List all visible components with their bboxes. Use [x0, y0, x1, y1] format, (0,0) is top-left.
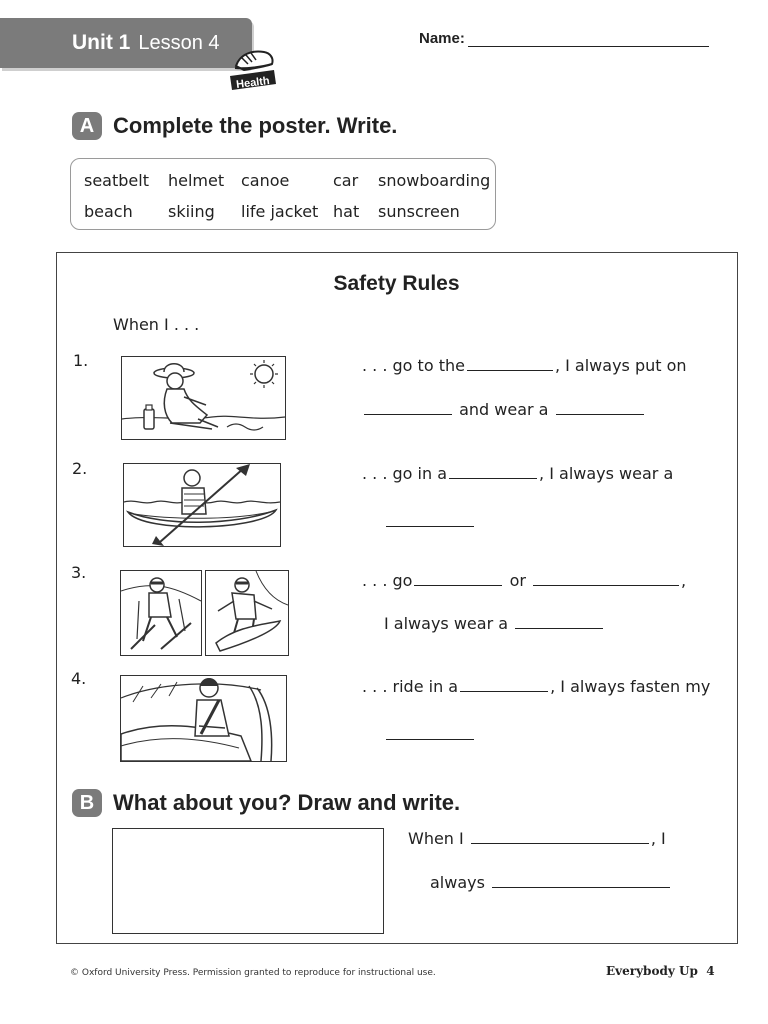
word-bank-word: sunscreen	[378, 202, 460, 221]
name-label: Name:	[419, 30, 465, 47]
word-bank-word: canoe	[241, 171, 290, 190]
copyright-notice: © Oxford University Press. Permission granted to reproduce for instructional use.	[70, 968, 436, 978]
item-3-line-1: . . . go or ,	[362, 571, 687, 590]
word-bank-word: hat	[333, 202, 360, 221]
answer-blank[interactable]	[364, 413, 452, 415]
answer-blank[interactable]	[556, 413, 644, 415]
answer-blank[interactable]	[386, 738, 474, 740]
name-field[interactable]	[468, 46, 709, 47]
section-b-title: What about you? Draw and write.	[113, 790, 461, 815]
item-number: 3.	[71, 563, 87, 582]
word-bank-word: life jacket	[241, 202, 319, 221]
book-footer	[606, 964, 715, 978]
item-4-line-2	[384, 725, 476, 744]
answer-blank[interactable]	[460, 690, 548, 692]
snowboarding-illustration	[205, 570, 289, 656]
item-3-line-2: I always wear a	[384, 614, 605, 633]
word-bank-word: seatbelt	[84, 171, 149, 190]
beach-girl-sunscreen-illustration	[121, 356, 286, 440]
word-bank-word: snowboarding	[378, 171, 491, 190]
item-2-line-1: . . . go in a , I always wear a	[362, 464, 674, 483]
answer-blank[interactable]	[449, 477, 537, 479]
answer-blank[interactable]	[414, 584, 502, 586]
word-bank-word: car	[333, 171, 359, 190]
health-badge-text: Health	[235, 75, 271, 92]
answer-blank[interactable]	[386, 525, 474, 527]
lesson-label: Lesson 4	[138, 32, 220, 54]
answer-blank[interactable]	[533, 584, 679, 586]
item-number: 2.	[72, 459, 88, 478]
item-2-line-2	[384, 512, 476, 531]
answer-blank[interactable]	[467, 369, 553, 371]
poster-intro: When I . . .	[113, 315, 200, 334]
word-bank-word: beach	[84, 202, 133, 221]
word-bank-word: helmet	[168, 171, 225, 190]
answer-blank[interactable]	[492, 886, 670, 888]
item-number: 1.	[73, 351, 89, 370]
section-b-line-1: When I , I	[408, 829, 666, 848]
unit-lesson-title	[72, 30, 220, 55]
book-title: Everybody Up	[606, 964, 698, 978]
section-b-badge: B	[72, 789, 102, 817]
poster-title: Safety Rules	[333, 272, 460, 295]
item-4-line-1: . . . ride in a , I always fasten my	[362, 677, 711, 696]
drawing-box[interactable]	[112, 828, 384, 934]
item-1-line-2: and wear a	[362, 400, 646, 419]
word-bank-word: skiing	[168, 202, 215, 221]
unit-label: Unit 1	[72, 31, 131, 54]
skiing-illustration	[120, 570, 202, 656]
item-number: 4.	[71, 669, 87, 688]
section-a-badge: A	[72, 112, 102, 140]
item-1-line-1: . . . go to the , I always put on	[362, 356, 687, 375]
section-a-title: Complete the poster. Write.	[113, 113, 398, 138]
health-sneaker-icon	[226, 44, 278, 92]
girl-in-car-seatbelt-illustration	[120, 675, 287, 762]
section-b-line-2: always	[430, 873, 672, 892]
boy-in-canoe-illustration	[123, 463, 281, 547]
answer-blank[interactable]	[471, 842, 649, 844]
answer-blank[interactable]	[515, 627, 603, 629]
page-number: 4	[706, 964, 715, 978]
